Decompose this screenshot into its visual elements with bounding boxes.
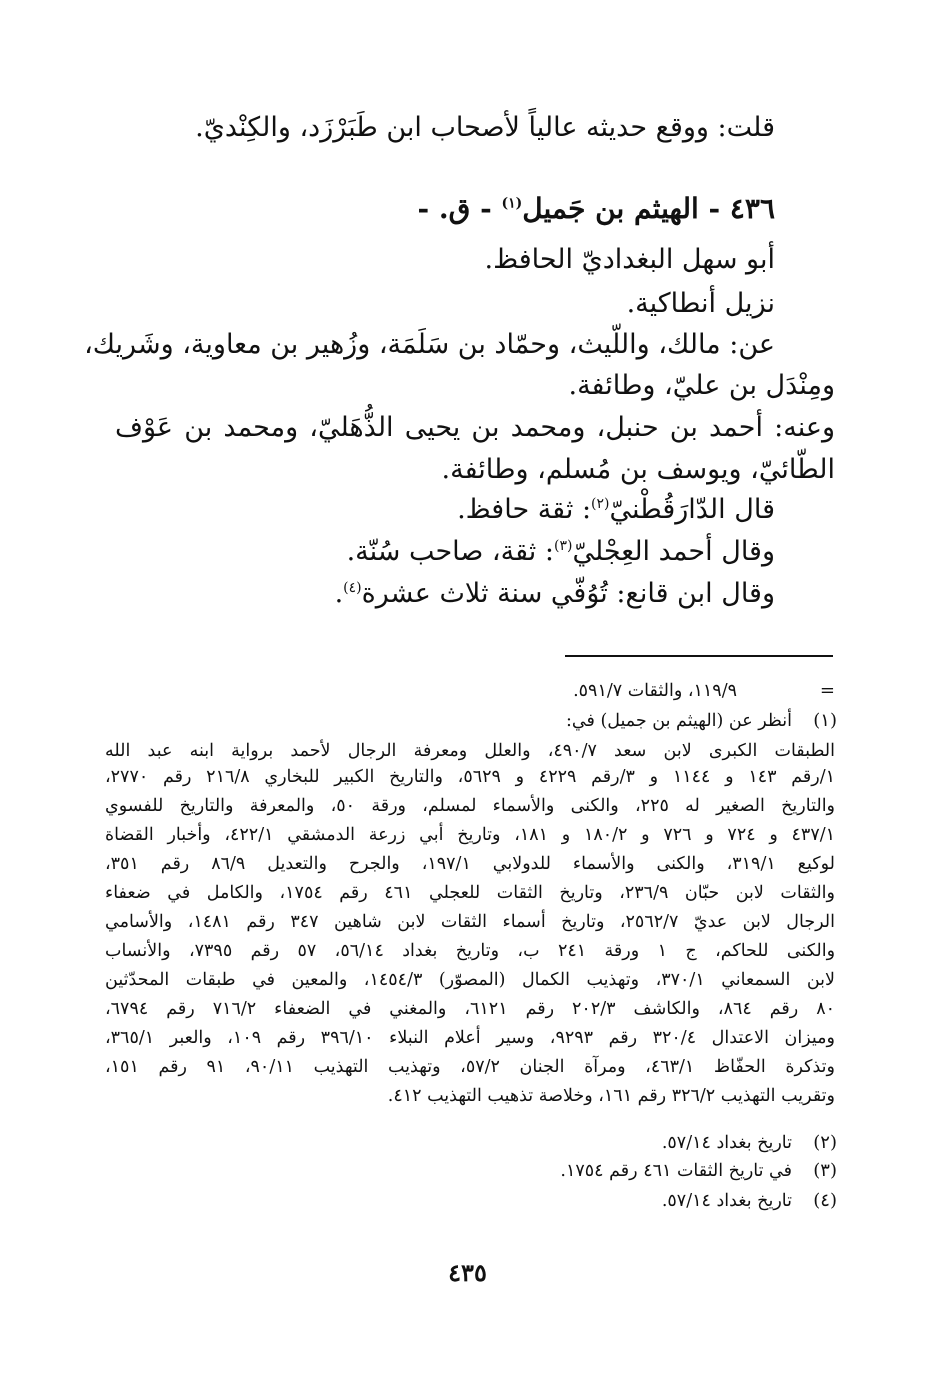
footnote-ref-1: (١) — [501, 195, 523, 212]
entry-heading — [418, 192, 776, 225]
footnote-3-text: في تاريخ الثقات ٤٦١ رقم ١٧٥٤. — [560, 1161, 792, 1181]
footnote-1-line-4: ٤٣٧/١ و ٧٢٤ و ٧٢٦ و ١٨٠/٢ و ١٨١، وتاريخ أبي زرعة الدمشقي ٤٢٢/١، وأخبار القضاة — [105, 825, 836, 845]
footnote-1-number: (١) — [813, 710, 837, 731]
footnote-1-line-12: وتذكرة الحفّاظ ٤٦٣/١، ومرآة الجنان ٥٧/٢، وتهذيب التهذيب ٩٠/١١، ٩١ رقم ١٥١، — [105, 1057, 835, 1077]
footnote-1-line-8: والكنى للحاكم، ج ١ ورقة ٢٤١ ب، وتاريخ بغداد ٥٦/١٤، ٥٧ رقم ٧٣٩٥، والأنساب — [105, 941, 836, 961]
footnote-4-text: تاريخ بغداد ٥٧/١٤. — [661, 1191, 792, 1211]
footnote-1-line-2: ١/رقم ١٤٣ و ١١٤٤ و ٣/رقم ٤٢٢٩ و ٥٦٢٩، والتاريخ الكبير للبخاري ٢١٦/٨ رقم ٢٧٧٠، — [105, 767, 835, 787]
footnote-ref-3: (٣) — [553, 538, 573, 554]
footnote-1-line-9: لابن السمعاني ٣٧٠/١، وتهذيب الكمال (المصوّر) ١٤٥٤/٣، والمعين في طبقات المحدّثين — [105, 970, 836, 990]
footnote-1-line-6: والثقات لابن حبّان ٢٣٦/٩، وتاريخ الثقات للعجلي ٤٦١ رقم ١٧٥٤، والكامل في ضعفاء — [105, 883, 835, 903]
footnote-4-number: (٤) — [813, 1190, 837, 1211]
footnote-1-line-11: وميزان الاعتدال ٣٢٠/٤ رقم ٩٢٩٣، وسير أعلام النبلاء ٣٩٦/١٠ رقم ١٠٩، والعبر ٣٦٥/١، — [105, 1028, 835, 1048]
footnote-3-number: (٣) — [813, 1160, 837, 1181]
page-number: ٤٣٥ — [448, 1258, 487, 1287]
footnote-continuation-marker: = — [819, 680, 835, 701]
footnote-1-line-1: الطبقات الكبرى لابن سعد ٤٩٠/٧، والعلل ومعرفة الرجال لأحمد برواية ابنه عبد الله — [105, 741, 835, 761]
entry-heading-tail: - ق. - — [417, 192, 502, 225]
footnote-1-line-7: الرجال لابن عديّ ٢٥٦٢/٧، وتاريخ أسماء الثقات لابن شاهين ٣٤٧ رقم ١٤٨١، والأسامي — [105, 912, 835, 932]
quote-ijli — [347, 532, 775, 572]
quote-3-text: وقال ابن قانع: تُوُفّي سنة ثلاث عشرة — [361, 578, 775, 609]
quote-daraqutni — [457, 490, 775, 530]
footnote-ref-4: (٤) — [343, 580, 362, 596]
footnote-2-text: تاريخ بغداد ٥٧/١٤. — [661, 1133, 792, 1153]
entry-line-4: ومِنْدَل بن عليّ، وطائفة. — [568, 370, 835, 401]
entry-line-1: أبو سهل البغداديّ الحافظ. — [484, 244, 775, 275]
footnote-1-line-3: والتاريخ الصغير له ٢٢٥، والكنى والأسماء لمسلم، ورقة ٥٠، والمعرفة والتاريخ للفسوي — [105, 796, 836, 816]
entry-line-6: الطّائيّ، ويوسف بن مُسلم، وطائفة. — [441, 454, 835, 485]
quote-1-text: قال الدّارَقُطْنيّ — [609, 494, 775, 525]
quote-1-tail: : ثقة حافظ. — [457, 494, 592, 525]
entry-line-3: عن: مالك، واللّيث، وحمّاد بن سَلَمَة، وزُهير بن معاوية، وشَريك، — [84, 329, 775, 360]
quote-2-text: وقال أحمد العِجْليّ — [572, 536, 775, 567]
entry-line-2: نزيل أنطاكية. — [626, 288, 775, 319]
footnote-1-line-10: ٨٠ رقم ٨٦٤، والكاشف ٢٠٢/٣ رقم ٦١٢١، والمغني في الضعفاء ٧١٦/٢ رقم ٦٧٩٤، — [105, 999, 835, 1019]
footnote-1-intro: أنظر عن (الهيثم بن جميل) في: — [566, 711, 792, 731]
footnote-separator — [565, 655, 833, 657]
entry-line-5: وعنه: أحمد بن حنبل، ومحمد بن يحيى الذُّهَليّ، ومحمد بن عَوْف — [115, 412, 835, 443]
footnote-2-number: (٢) — [813, 1132, 837, 1153]
footnote-ref-2: (٢) — [591, 496, 610, 512]
footnote-1-line-5: لوكيع ٣١٩/١، والكنى والأسماء للدولابي ١٩٧/١، والجرح والتعديل ٨٦/٩ رقم ٣٥١، — [105, 854, 835, 874]
footnote-continuation: ١١٩/٩، والثقات ٥٩١/٧. — [573, 681, 737, 701]
quote-ibn-qani — [335, 574, 775, 614]
quote-2-tail: : ثقة، صاحب سُنّة. — [346, 536, 554, 567]
intro-line: قلت: ووقع حديثه عالياً لأصحاب ابن طَبَرْزَد، والكِنْديّ. — [195, 112, 775, 143]
quote-3-tail: . — [334, 578, 344, 609]
entry-heading-text: ٤٣٦ - الهيثم بن جَميل — [522, 192, 775, 225]
footnote-1-line-13: وتقريب التهذيب ٣٢٦/٢ رقم ١٦١، وخلاصة تذهيب التهذيب ٤١٢. — [387, 1086, 835, 1106]
